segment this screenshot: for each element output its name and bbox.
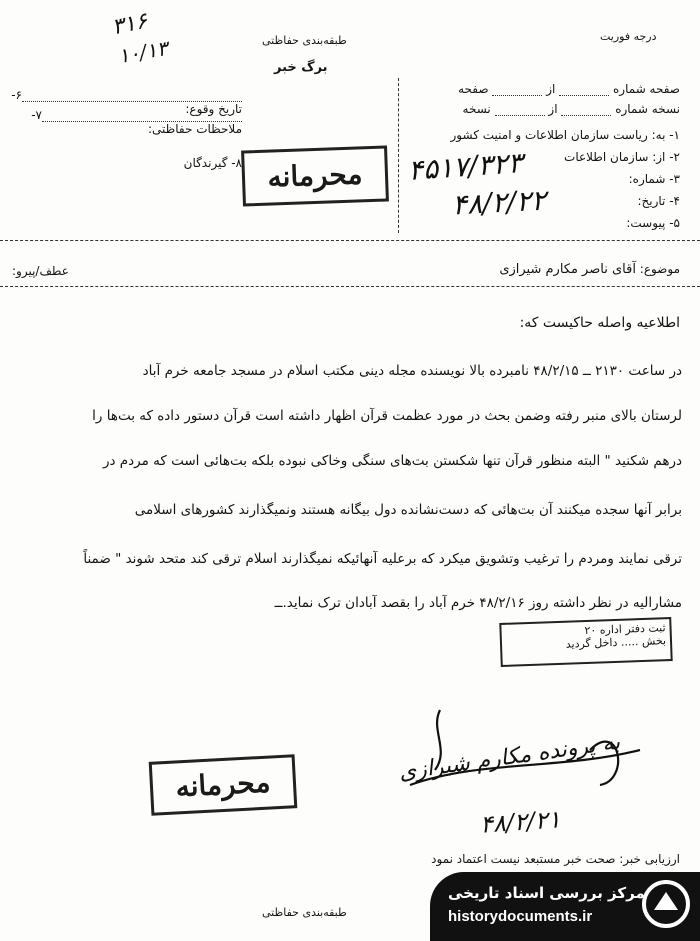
register-stamp-line-1: ثبت دفتر اداره ۲۰ [584, 621, 666, 638]
of-label-1: از [546, 82, 556, 96]
subject-divider [0, 286, 700, 287]
assessment-line: ارزیابی خبر: صحت خبر مستبعد نیست اعتماد نمود [431, 852, 680, 866]
copy-number-label: نسخه شماره [615, 102, 680, 116]
protective-notes-label: ۷- ملاحظات حفاظتی: [31, 108, 242, 136]
priority-label: درجه فوریت [600, 30, 657, 43]
handwritten-date: ۴۸/۲/۲۲ [451, 183, 547, 222]
number-field: ۳- شماره: [628, 172, 680, 186]
copy-word: نسخه [462, 102, 491, 116]
body-line-1: در ساعت ۲۱۳۰ ــ ۴۸/۲/۱۵ نامبرده بالا نویسنده مجله دینی مکتب اسلام در مسجد جامعه خرم آباد [142, 363, 682, 379]
body-line-3: درهم شکنید " البته منظور قرآن تنها شکستن بت‌های سنگی وخاکی نبوده بلکه بت‌هائی است که مردم در [102, 453, 682, 469]
handwritten-received-date: ۴۸/۲/۲۱ [479, 805, 562, 839]
confidential-stamp-bottom: محرمانه [149, 754, 298, 816]
register-stamp [499, 617, 672, 667]
recipients-label: ۸- گیرندگان [183, 156, 242, 170]
classification-label-top: طبقه‌بندی حفاظتی [262, 34, 347, 47]
subject-line [499, 262, 680, 277]
intro-line: اطلاعیه واصله حاکیست که: [519, 315, 680, 331]
signature-flourish [390, 690, 650, 800]
protective-notes-field [0, 108, 242, 136]
reference-label: عطف/پیرو: [12, 264, 69, 278]
of-label-2: از [548, 102, 558, 116]
handwritten-ref-top: ۳۱۶ [109, 8, 150, 41]
attachment-field: ۵- پیوست: [626, 216, 680, 230]
event-date-label: ۶- تاریخ وقوع: [11, 88, 242, 116]
confidential-stamp-top: محرمانه [241, 145, 389, 206]
watermark-url: historydocuments.ir [448, 908, 593, 925]
page-number-label: صفحه شماره [613, 82, 680, 96]
header-divider [0, 240, 700, 241]
body-line-4: برابر آنها سجده میکنند آن بت‌هائی که دست‌نشانده دول بیگانه هستند ونمیگذارند کشورهای اسلامی [134, 502, 682, 518]
subject-label: موضوع: [639, 262, 680, 276]
page-number-field [458, 82, 680, 96]
reference-field [12, 264, 69, 278]
watermark-title: مرکز بررسی اسناد تاریخی [448, 884, 645, 902]
handwritten-ref-bottom: ۱۰/۱۳ [116, 35, 170, 69]
register-stamp-line-2: بخش ..... داخل گردید [565, 634, 667, 651]
copy-number-field [463, 102, 680, 116]
archive-logo-icon [640, 878, 692, 930]
handwritten-number: ۴۵۱۷/۳۲۳ [406, 146, 524, 187]
header-vertical-divider [398, 78, 399, 233]
form-title: برگ خبر [274, 60, 328, 75]
subject-value: آقای ناصر مکارم شیرازی [499, 262, 636, 277]
body-line-5: ترقی نمایند ومردم را ترغیب وتشویق میکرد که برعلیه آنهائیکه نمیگذارند اسلام ترقی کند متحد شوند " ضمناً [83, 551, 682, 567]
handwritten-file-note: به پرونده مکارم شیرازی [397, 729, 622, 786]
body-line-2: لرستان بالای منبر رفته وضمن بحث در مورد عظمت قرآن اظهار داشته است قرآن دستور داده که بت‌ها را [92, 408, 682, 424]
from-field: ۲- از: سازمان اطلاعات [564, 150, 680, 164]
page-word: صفحه [458, 82, 489, 96]
date-field: ۴- تاریخ: [637, 194, 680, 208]
classification-label-bottom: طبقه‌بندی حفاظتی [262, 906, 347, 919]
body-line-6: مشارالیه در نظر داشته روز ۴۸/۲/۱۶ خرم آباد را بقصد آبادان ترک نماید.ــ [274, 595, 682, 611]
to-field: ۱- به: ریاست سازمان اطلاعات و امنیت کشور [450, 128, 680, 142]
